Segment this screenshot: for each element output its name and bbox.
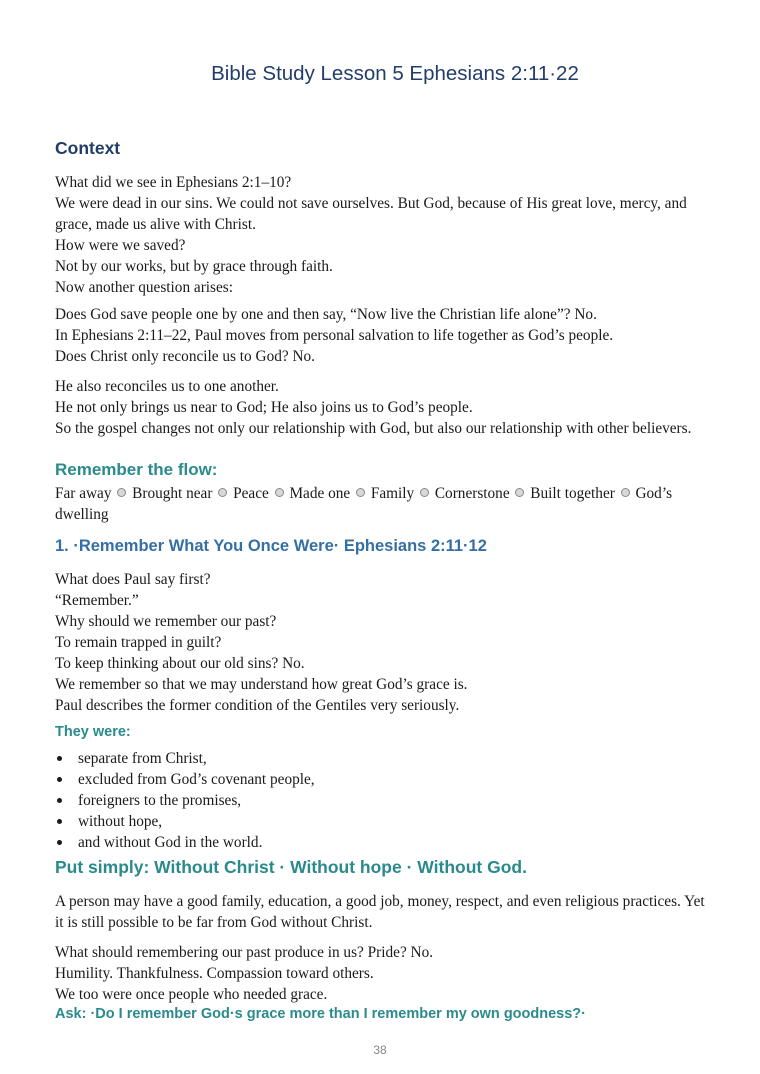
list-item (55, 811, 315, 832)
list-item (55, 769, 315, 790)
text-line: Does God save people one by one and then say, “Now live the Christian life alone”? No. (55, 306, 597, 323)
text-line: Not by our works, but by grace through faith. (55, 258, 333, 275)
text-line: In Ephesians 2:11–22, Paul moves from personal salvation to life together as God’s people. (55, 327, 614, 344)
section-1-heading: 1. ·Remember What You Once Were· Ephesians 2:11·12 (55, 537, 487, 555)
page-title: Bible Study Lesson 5 Ephesians 2:11·22 (211, 62, 579, 85)
list-item-text: and without God in the world. (78, 834, 263, 851)
section-1-closing (55, 942, 735, 1005)
text-line: Does Christ only reconcile us to God? No. (55, 348, 316, 365)
context-paragraph-2 (55, 304, 735, 367)
page-number: 38 (373, 1043, 387, 1057)
flow-item: Built together (530, 485, 615, 502)
they-were-list (55, 748, 315, 853)
circle-arrow-icon (621, 488, 630, 497)
flow-item: Peace (233, 485, 269, 502)
text-line: He not only brings us near to God; He also joins us to God’s people. (55, 399, 473, 416)
text-line: A person may have a good family, education, a good job, money, respect, and even religious practices. Yet it is still possible to be far from God without Christ. (55, 893, 705, 931)
flow-item: Family (370, 485, 415, 502)
circle-arrow-icon (356, 488, 365, 497)
text-line: How were we saved? (55, 237, 186, 254)
flow-item: Cornerstone (434, 485, 510, 502)
text-line: What should remembering our past produce in us? Pride? No. (55, 944, 434, 961)
context-paragraph-1 (55, 172, 735, 298)
section-1-paragraph (55, 569, 735, 716)
text-line: To remain trapped in guilt? (55, 634, 222, 651)
circle-arrow-icon (420, 488, 429, 497)
list-item-text: without hope, (78, 813, 163, 830)
bullet-icon (57, 798, 62, 803)
circle-arrow-icon (515, 488, 524, 497)
section-1-note (55, 891, 735, 933)
text-line: What does Paul say first? (55, 571, 211, 588)
circle-arrow-icon (275, 488, 284, 497)
text-line: So the gospel changes not only our relationship with God, but also our relationship with other believers. (55, 420, 692, 437)
flow-heading: Remember the flow: (55, 460, 218, 479)
list-item-text: excluded from God’s covenant people, (78, 771, 315, 788)
text-line: Why should we remember our past? (55, 613, 277, 630)
text-line: Paul describes the former condition of the Gentiles very seriously. (55, 697, 460, 714)
circle-arrow-icon (117, 488, 126, 497)
list-item (55, 790, 315, 811)
bullet-icon (57, 756, 62, 761)
flow-sequence (55, 483, 705, 525)
list-item-text: separate from Christ, (78, 750, 207, 767)
text-line: He also reconciles us to one another. (55, 378, 279, 395)
bullet-icon (57, 777, 62, 782)
bullet-icon (57, 819, 62, 824)
text-line: To keep thinking about our old sins? No. (55, 655, 305, 672)
flow-item: Far away (55, 485, 112, 502)
circle-arrow-icon (218, 488, 227, 497)
text-line: We were dead in our sins. We could not save ourselves. But God, because of His great love, mercy, and grace, made us alive with Christ. (55, 195, 687, 233)
context-heading: Context (55, 138, 121, 158)
ask-question: Ask: ·Do I remember God·s grace more than I remember my own goodness?· (55, 1006, 586, 1022)
context-paragraph-3 (55, 376, 735, 439)
bullet-icon (57, 840, 62, 845)
text-line: What did we see in Ephesians 2:1–10? (55, 174, 292, 191)
they-were-heading: They were: (55, 724, 131, 740)
list-item (55, 832, 315, 853)
list-item-text: foreigners to the promises, (78, 792, 242, 809)
flow-item: Made one (289, 485, 351, 502)
text-line: “Remember.” (55, 592, 139, 609)
flow-item: God’s dwelling (55, 485, 673, 523)
list-item (55, 748, 315, 769)
text-line: We remember so that we may understand how great God’s grace is. (55, 676, 468, 693)
flow-item: Brought near (132, 485, 213, 502)
text-line: Now another question arises: (55, 279, 233, 296)
text-line: Humility. Thankfulness. Compassion toward others. (55, 965, 374, 982)
put-simply-heading: Put simply: Without Christ · Without hope · Without God. (55, 857, 527, 877)
text-line: We too were once people who needed grace. (55, 986, 328, 1003)
